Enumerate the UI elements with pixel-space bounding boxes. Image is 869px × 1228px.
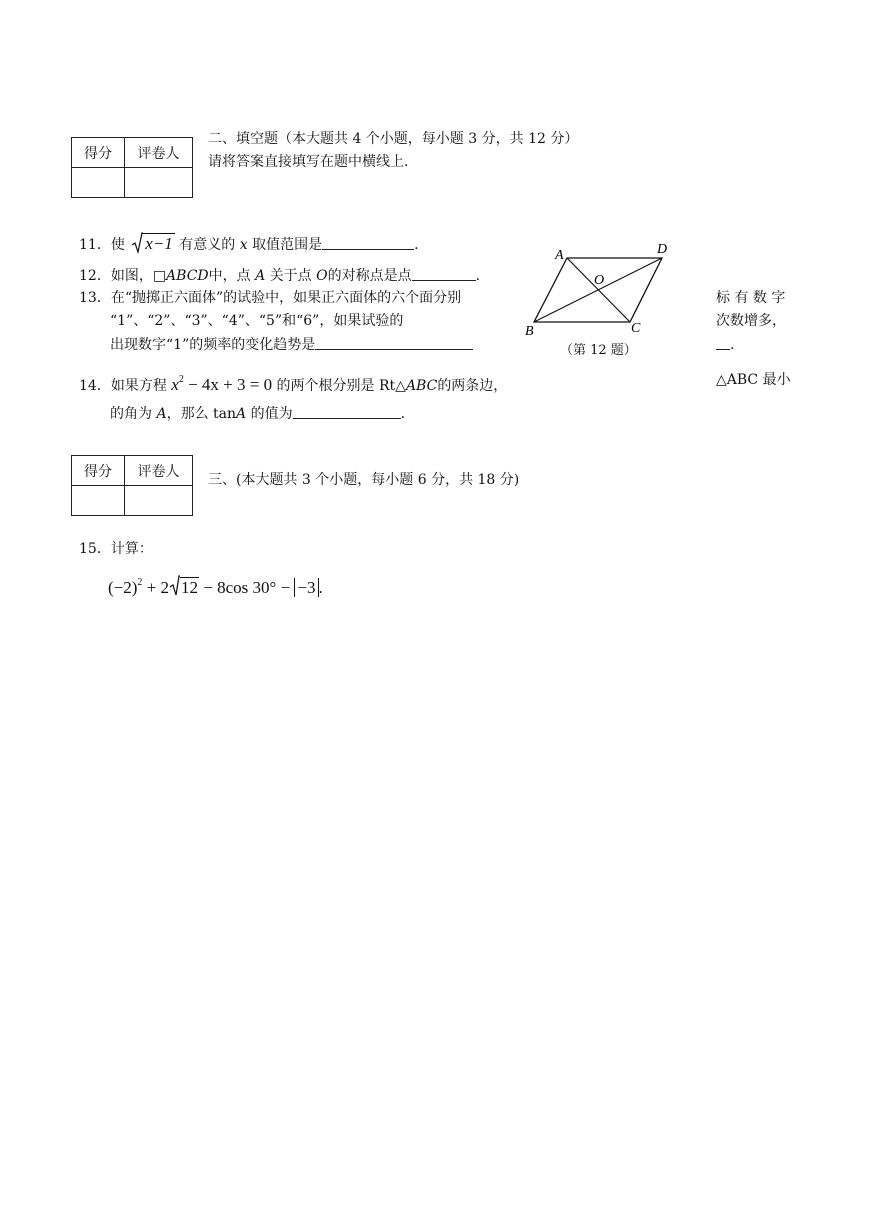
section2-heading: 二、填空题（本大题共 4 个小题，每小题 3 分，共 12 分） bbox=[208, 131, 579, 147]
grader-header: 评卷人 bbox=[125, 456, 193, 486]
sqrt-symbol-icon bbox=[169, 575, 180, 597]
vertex-label-d: D bbox=[657, 242, 668, 257]
section3-heading: 三、(本大题共 3 个小题，每小题 6 分，共 18 分) bbox=[208, 472, 520, 488]
radicand: x−1 bbox=[145, 234, 173, 253]
question-13-line3: 出现数字“1”的频率的变化趋势是 bbox=[110, 335, 473, 355]
question-14-line2: 的角为 A，那么 tanA 的值为 . bbox=[110, 406, 406, 422]
equation: $x^2 - 4x + 3 = 0$ bbox=[171, 374, 273, 394]
vertex-label-o: O bbox=[594, 273, 605, 288]
score-cell bbox=[72, 486, 125, 516]
sqrt-symbol-icon bbox=[131, 232, 143, 254]
score-header: 得分 bbox=[72, 456, 125, 486]
question-11: 11．使 x−1 有意义的 x 取值范围是 . bbox=[79, 234, 419, 253]
question-14-line1: 14．如果方程 $x^2 - 4x + 3 = 0$ 的两个根分别是 Rt△ABC的两条边， bbox=[79, 374, 508, 394]
answer-blank[interactable] bbox=[293, 404, 401, 419]
section2-score-table bbox=[71, 137, 193, 198]
answer-blank[interactable] bbox=[412, 266, 476, 281]
answer-blank[interactable] bbox=[322, 235, 414, 250]
question-12: 12．如图，□ABCD中，点 A 关于点 O的对称点是点 . bbox=[79, 268, 481, 284]
vertex-label-c: C bbox=[631, 321, 641, 336]
diagonal-bd bbox=[534, 258, 662, 322]
grader-cell bbox=[125, 486, 193, 516]
score-header: 得分 bbox=[72, 138, 125, 168]
question-13-line3-end: . bbox=[716, 335, 734, 355]
figure-caption: （第 12 题） bbox=[560, 343, 637, 358]
question-13-line2: “1”、“2”、“3”、“4”、“5”和“6”，如果试验的 bbox=[110, 313, 404, 329]
score-cell bbox=[72, 168, 125, 198]
question-13-line1-right: 标 有 数 字 bbox=[716, 290, 786, 306]
grader-header: 评卷人 bbox=[125, 138, 193, 168]
vertex-label-a: A bbox=[555, 248, 564, 263]
question-15-expression: $(-2)^2 + 2$ 12 − 8cos 30° − −3 . bbox=[108, 577, 323, 597]
grader-cell bbox=[125, 168, 193, 198]
question-13-line1: 13．在“抛掷正六面体”的试验中，如果正六面体的六个面分别 bbox=[79, 290, 462, 306]
answer-blank-end bbox=[716, 335, 730, 350]
vertex-label-b: B bbox=[525, 324, 534, 339]
question-13-line2-right: 次数增多， bbox=[716, 313, 786, 329]
section2-instruction: 请将答案直接填写在题中横线上. bbox=[208, 154, 409, 170]
answer-blank[interactable] bbox=[315, 335, 473, 350]
absolute-value: −3 bbox=[294, 578, 318, 597]
question-15-title: 15．计算： bbox=[79, 541, 153, 557]
question-14-line1-right: △ABC 最小 bbox=[716, 372, 791, 388]
section3-score-table bbox=[71, 455, 193, 516]
